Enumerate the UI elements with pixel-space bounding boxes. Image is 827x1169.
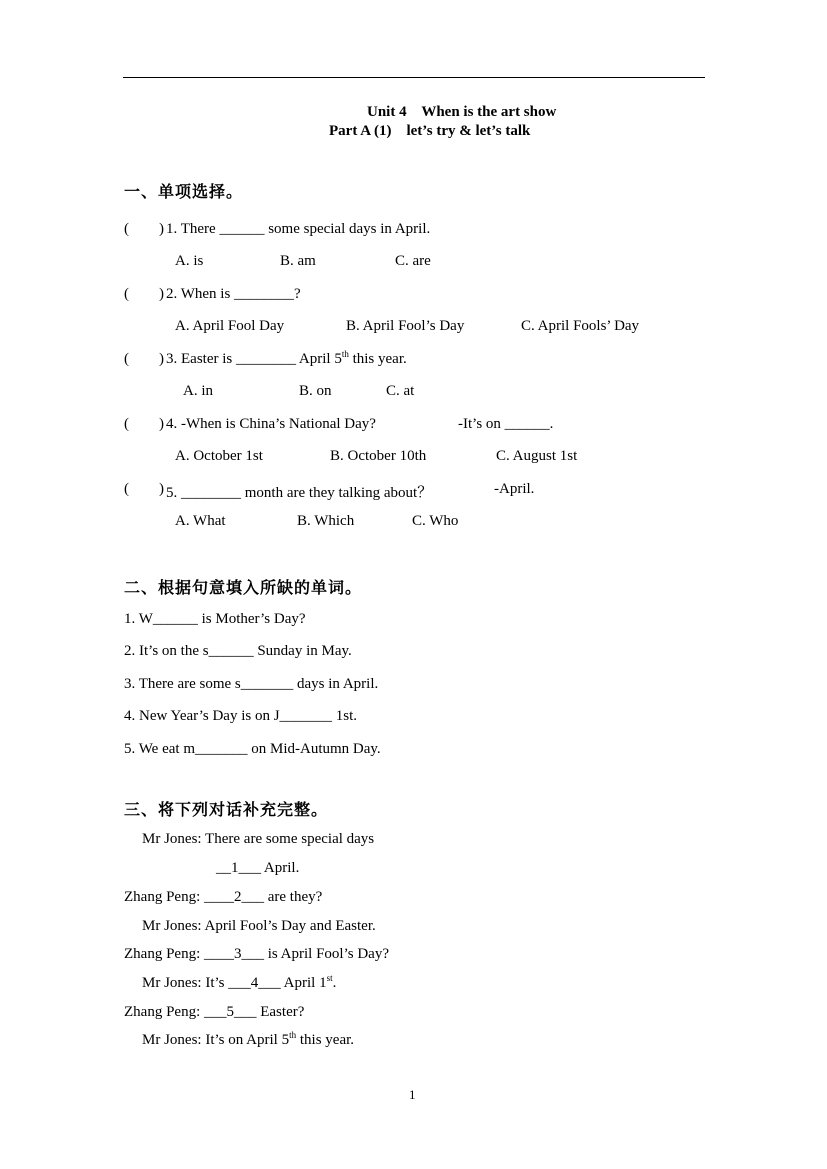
section3-heading: 三、将下列对话补充完整。 (124, 800, 329, 819)
superscript: st (326, 973, 333, 983)
unit-title: Unit 4 When is the art show (367, 104, 557, 120)
superscript: th (289, 1030, 297, 1040)
answer-paren: ( ) (124, 481, 164, 497)
dialogue-line: Mr Jones: April Fool’s Day and Easter. (142, 918, 376, 934)
fill-item: 5. We eat m_______ on Mid-Autumn Day. (124, 741, 381, 757)
section2-heading: 二、根据句意填入所缺的单词。 (124, 578, 363, 597)
q3-option-b: B. on (299, 383, 332, 399)
dialogue-line: Zhang Peng: ____2___ are they? (124, 889, 323, 905)
part-title: Part A (1) let’s try & let’s talk (329, 123, 531, 139)
section1-heading: 一、单项选择。 (124, 182, 244, 201)
q5-option-b: B. Which (297, 513, 355, 529)
q2-option-b: B. April Fool’s Day (346, 318, 465, 334)
q4-option-a: A. October 1st (175, 448, 263, 464)
q1-option-b: B. am (280, 253, 316, 269)
q1-option-a: A. is (175, 253, 204, 269)
fill-item: 4. New Year’s Day is on J_______ 1st. (124, 708, 358, 724)
fill-item: 3. There are some s_______ days in April. (124, 676, 379, 692)
q3-option-c: C. at (386, 383, 415, 399)
q5-option-a: A. What (175, 513, 226, 529)
q1-option-c: C. are (395, 253, 431, 269)
dialogue-line: Zhang Peng: ____3___ is April Fool’s Day? (124, 946, 389, 962)
question-5-reply: -April. (494, 481, 535, 497)
q5-option-c: C. Who (412, 513, 459, 529)
dialogue-line: __1___ April. (216, 860, 300, 876)
answer-paren: ( ) (124, 286, 164, 302)
q3-option-a: A. in (183, 383, 213, 399)
superscript: th (341, 349, 349, 359)
question-4-reply: -It’s on ______. (458, 416, 554, 432)
question-3: 3. Easter is ________ April 5th this year. (166, 349, 407, 367)
q4-option-b: B. October 10th (330, 448, 427, 464)
q4-option-c: C. August 1st (496, 448, 578, 464)
dialogue-line: Zhang Peng: ___5___ Easter? (124, 1004, 305, 1020)
header-rule (123, 77, 705, 78)
dialogue-line: Mr Jones: It’s on April 5th this year. (142, 1030, 355, 1048)
dialogue-line: Mr Jones: There are some special days (142, 831, 375, 847)
answer-paren: ( ) (124, 221, 164, 237)
question-4: 4. -When is China’s National Day? (166, 416, 376, 432)
question-2: 2. When is ________? (166, 286, 301, 302)
answer-paren: ( ) (124, 351, 164, 367)
q2-option-c: C. April Fools’ Day (521, 318, 640, 334)
dialogue-line: Mr Jones: It’s ___4___ April 1st. (142, 973, 337, 991)
page-number: 1 (409, 1087, 416, 1102)
q2-option-a: A. April Fool Day (175, 318, 285, 334)
fill-item: 1. W______ is Mother’s Day? (124, 611, 306, 627)
question-1: 1. There ______ some special days in April. (166, 221, 431, 237)
question-5: 5. ________ month are they talking about？ (166, 485, 433, 501)
fill-item: 2. It’s on the s______ Sunday in May. (124, 643, 352, 659)
answer-paren: ( ) (124, 416, 164, 432)
